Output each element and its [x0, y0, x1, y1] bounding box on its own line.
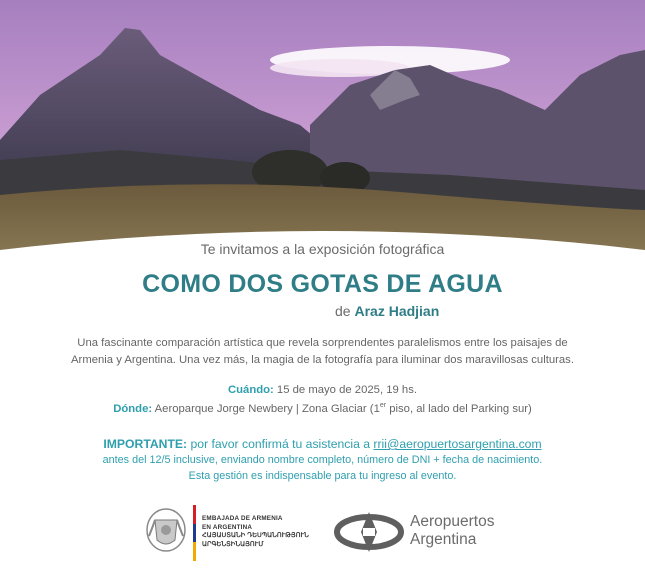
important-text: por favor confirmá tu asistencia a: [187, 437, 374, 451]
airport-line-1: Aeropuertos: [410, 513, 495, 530]
byline-prefix: de: [335, 303, 351, 319]
exhibition-title: COMO DOS GOTAS DE AGUA: [142, 270, 503, 298]
important-line-3: Esta gestión es indispensable para tu ingreso al evento.: [188, 470, 457, 482]
embassy-line-4: ԱՐԳԵՆՏԻՆԱՅՈՒՄ: [202, 540, 264, 548]
airport-brand-name: [410, 513, 494, 549]
rsvp-email-link[interactable]: rrii@aeropuertosargentina.com: [373, 437, 542, 451]
embassy-line-3: ՀԱՅԱՍՏԱՆԻ ԴԵՍՊԱՆՈՒԹՅՈՒՆ: [202, 532, 309, 539]
event-where: [0, 402, 645, 415]
embassy-name: [202, 515, 309, 549]
airport-line-2: Argentina: [410, 531, 477, 548]
author-name: Araz Hadjian: [354, 303, 440, 319]
description-line-2: Armenia y Argentina. Una vez más, la magia de la fotografía para iluminar dos maravillosas culturas.: [71, 354, 574, 366]
when-label: Cuándo:: [227, 384, 274, 396]
armenian-coat-of-arms-icon: [145, 506, 187, 559]
embassy-line-2: EN ARGENTINA: [202, 523, 253, 531]
description: [0, 335, 645, 369]
where-value-a: Aeroparque Jorge Newbery | Zona Glaciar (1: [152, 402, 380, 415]
important-notice: [0, 437, 645, 451]
important-line-2: antes del 12/5 inclusive, enviando nombre completo, número de DNI + fecha de nacimiento.: [102, 454, 543, 466]
author-byline: [335, 303, 439, 319]
event-when: [0, 384, 645, 396]
invite-text: Te invitamos a la exposición fotográfica: [200, 241, 445, 257]
important-label: IMPORTANTE:: [103, 437, 188, 451]
where-value-b: piso, al lado del Parking sur): [386, 402, 532, 415]
hero-landscape-photo: [0, 0, 645, 262]
embassy-line-1: EMBAJADA DE ARMENIA: [202, 515, 283, 522]
aeropuertos-argentina-logo-icon: [333, 510, 405, 559]
description-line-1: Una fascinante comparación artística que revela sorprendentes paralelismos entre los paisajes de: [77, 337, 568, 349]
when-value: 15 de mayo de 2025, 19 hs.: [273, 384, 417, 396]
where-label: Dónde:: [113, 402, 153, 415]
armenian-flag-bar: [193, 505, 196, 561]
where-superscript: er: [379, 402, 387, 409]
